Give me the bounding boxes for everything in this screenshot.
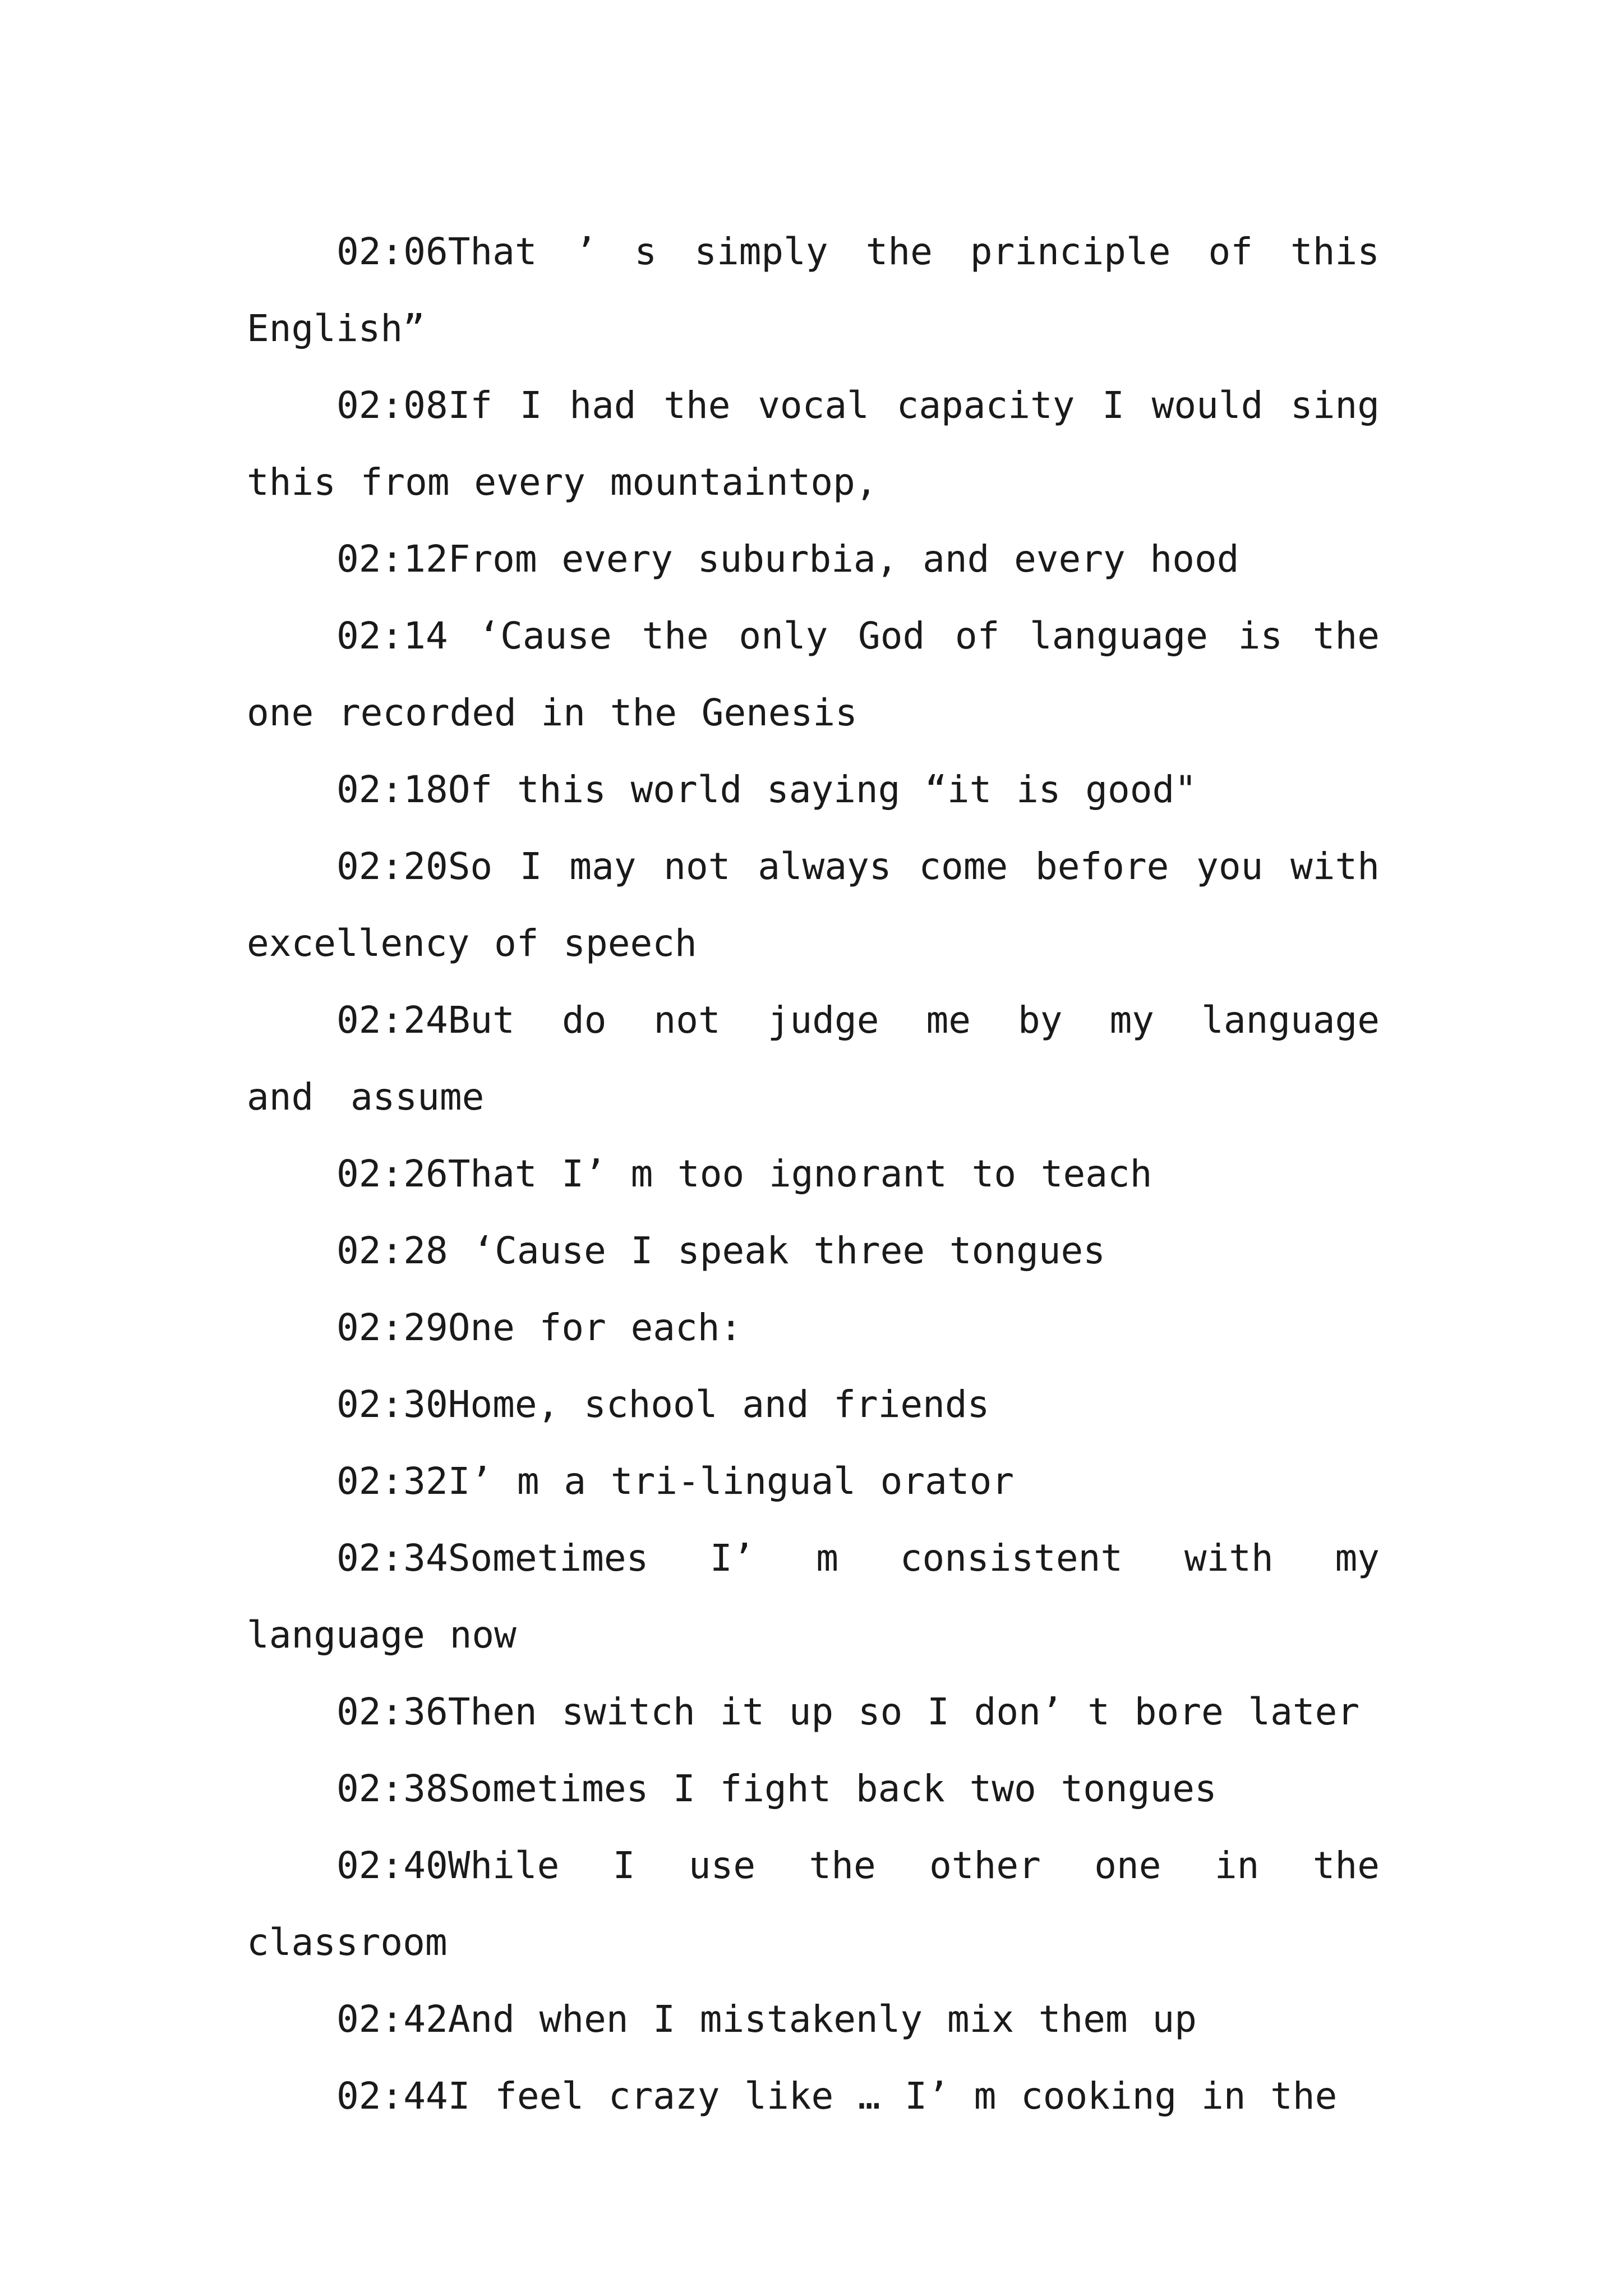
transcript-line [247, 1827, 1380, 1981]
line-text: If I had the vocal capacity I would sing this from every mountaintop, [247, 384, 1380, 504]
line-text: That I’ m too ignorant to teach [448, 1152, 1152, 1195]
timestamp: 02:36 [336, 1690, 448, 1733]
timestamp: 02:28 [336, 1229, 448, 1272]
transcript-line [247, 1366, 1380, 1443]
line-text: Home, school and friends [448, 1383, 990, 1426]
transcript-line [247, 1212, 1380, 1289]
timestamp: 02:29 [336, 1306, 448, 1349]
timestamp: 02:08 [336, 384, 448, 427]
timestamp: 02:40 [336, 1844, 448, 1887]
timestamp: 02:32 [336, 1460, 448, 1503]
line-text: But do not judge me by my language and assume [247, 999, 1380, 1119]
timestamp: 02:44 [336, 2074, 448, 2118]
transcript-line [247, 982, 1380, 1135]
line-text: I’ m a tri-lingual orator [448, 1460, 1015, 1503]
timestamp: 02:18 [336, 768, 448, 811]
transcript-line [247, 213, 1380, 367]
line-text: While I use the other one in the classroom [247, 1844, 1380, 1964]
timestamp: 02:24 [336, 999, 448, 1042]
timestamp: 02:26 [336, 1152, 448, 1195]
timestamp: 02:38 [336, 1767, 448, 1810]
transcript-line [247, 367, 1380, 521]
transcript-line [247, 1750, 1380, 1827]
transcript-line [247, 1443, 1380, 1520]
transcript-line [247, 1520, 1380, 1673]
transcript-line [247, 751, 1380, 828]
timestamp: 02:34 [336, 1536, 448, 1580]
transcript-line [247, 1135, 1380, 1212]
line-text: Then switch it up so I don’ t bore later [448, 1690, 1360, 1733]
transcript-body [247, 213, 1380, 2134]
transcript-line [247, 1673, 1380, 1750]
line-text: One for each: [448, 1306, 743, 1349]
transcript-line [247, 1981, 1380, 2058]
line-text: ‘Cause I speak three tongues [448, 1229, 1106, 1272]
timestamp: 02:30 [336, 1383, 448, 1426]
timestamp: 02:20 [336, 845, 448, 888]
timestamp: 02:42 [336, 1998, 448, 2041]
timestamp: 02:12 [336, 537, 448, 581]
timestamp: 02:14 [336, 614, 448, 657]
line-text: ‘Cause the only God of language is the one recorded in the Genesis [247, 614, 1380, 734]
line-text: Sometimes I’ m consistent with my language now [247, 1536, 1380, 1657]
line-text: That ’ s simply the principle of this English” [247, 230, 1380, 350]
transcript-line [247, 2058, 1380, 2134]
line-text: Sometimes I fight back two tongues [448, 1767, 1217, 1810]
line-text: So I may not always come before you with excellency of speech [247, 845, 1380, 965]
transcript-line [247, 828, 1380, 982]
line-text: And when I mistakenly mix them up [448, 1998, 1197, 2041]
line-text: Of this world saying “it is good" [448, 768, 1197, 811]
line-text: From every suburbia, and every hood [448, 537, 1239, 581]
transcript-line [247, 1289, 1380, 1366]
transcript-line [247, 597, 1380, 751]
line-text: I feel crazy like … I’ m cooking in the [448, 2074, 1338, 2118]
timestamp: 02:06 [336, 230, 448, 273]
transcript-line [247, 521, 1380, 597]
